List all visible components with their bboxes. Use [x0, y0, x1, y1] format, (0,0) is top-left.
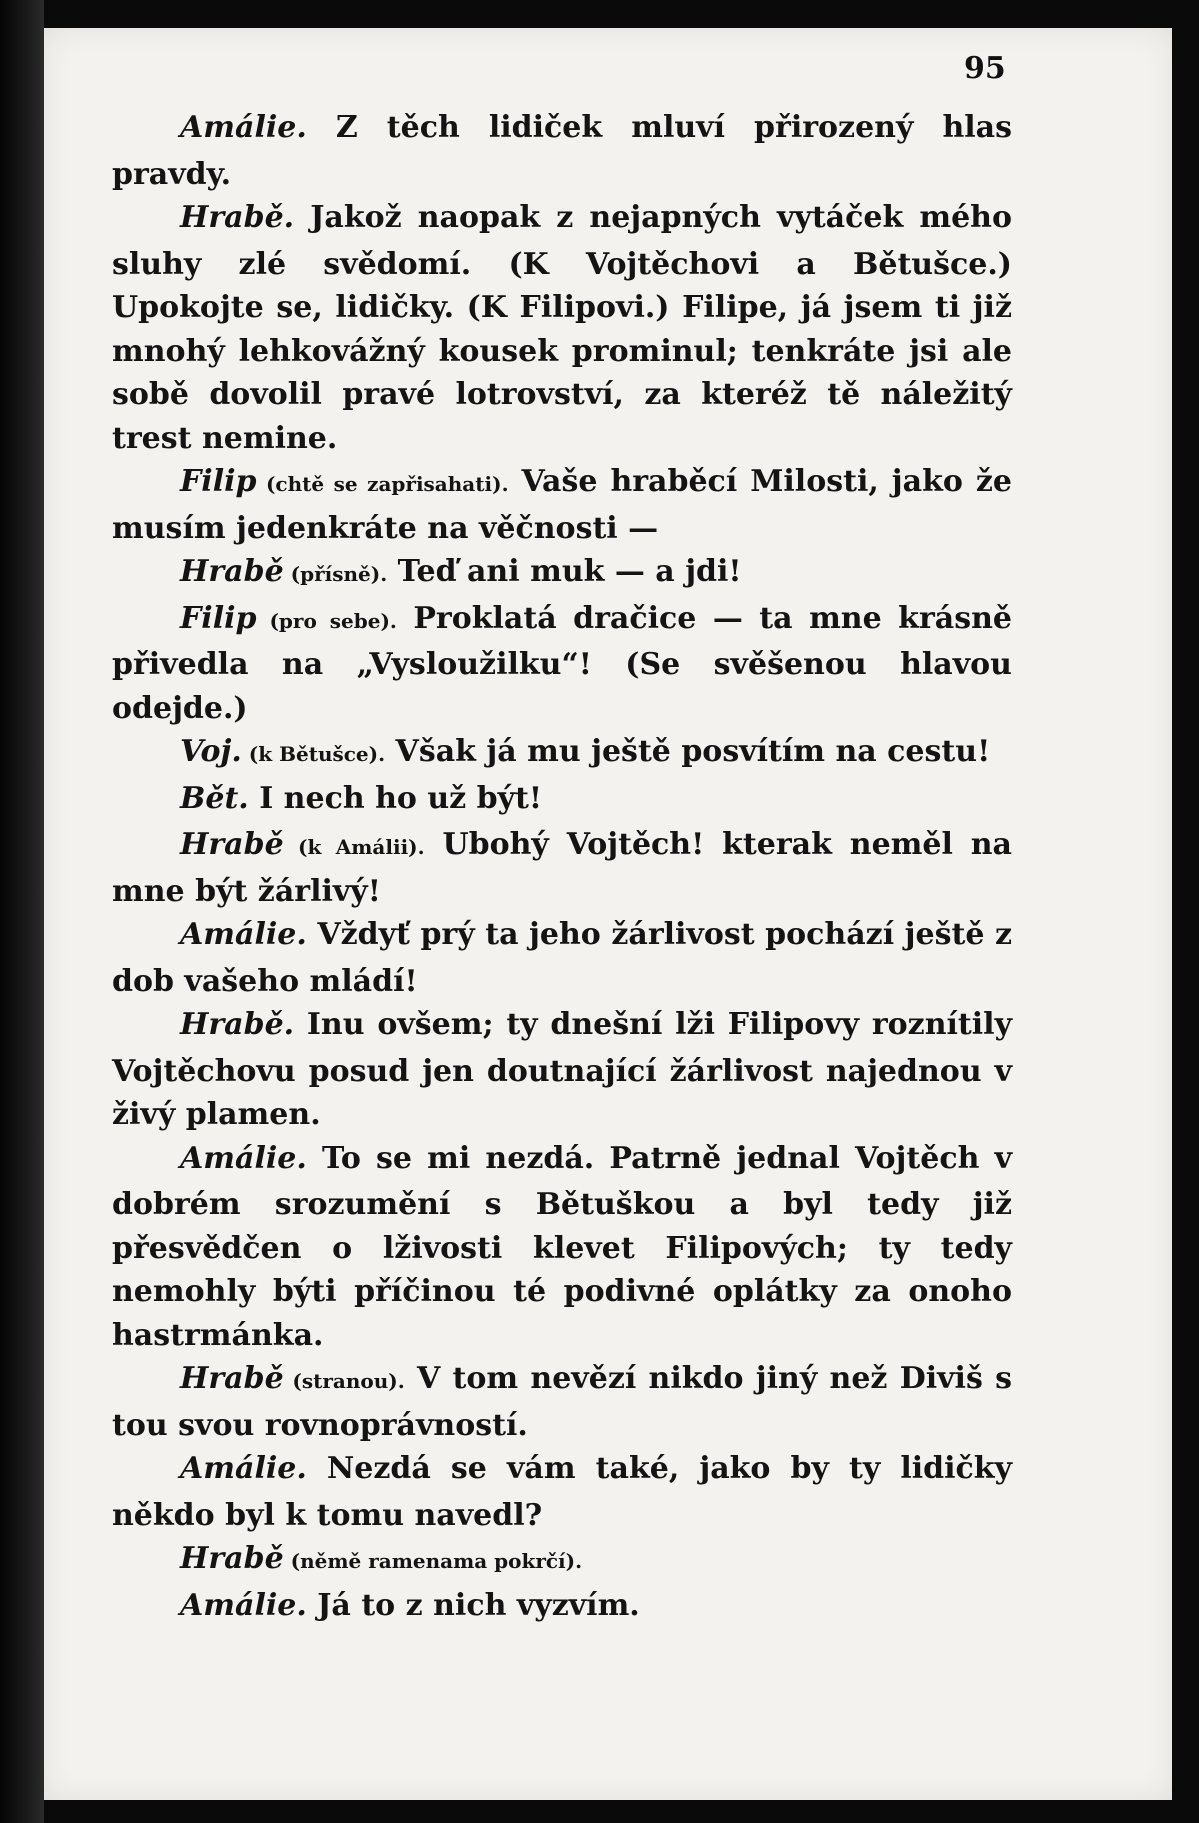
stage-direction: (pro sebe). — [256, 608, 397, 633]
speaker-name: Hrabě — [180, 554, 284, 589]
dialogue-paragraph — [112, 730, 1012, 777]
book-gutter — [0, 0, 44, 1823]
speech-text: Ubohý Vojtěch! kterak neměl na mne být žárlivý! — [112, 827, 1012, 909]
speaker-name: Voj. — [180, 734, 242, 769]
page-number: 95 — [964, 51, 1006, 86]
speech-text: Proklatá dračice — ta mne krásně přivedla na „Vysloužilku“! (Se svěšenou hlavou odejde.) — [112, 600, 1012, 726]
dialogue-paragraph — [112, 777, 1012, 824]
speaker-name: Bět. — [180, 780, 249, 816]
speech-text: Nezdá se vám také, jako by ty lidičky někdo byl k tomu navedl? — [112, 1451, 1012, 1533]
dialogue-paragraph — [112, 550, 1012, 597]
speaker-name: Filip — [180, 464, 257, 499]
speech-text: To se mi nezdá. Patrně jednal Vojtěch v dobrém srozumění s Bětuškou a byl tedy již přesvědčen o lživosti klevet Filipových; ty tedy nemohly býti příčinou té podivné oplátky za onoho hastrmánka. — [112, 1140, 1012, 1353]
page-body — [112, 106, 1012, 1630]
speech-text: Inu ovšem; ty dnešní lži Filipovy roznítily Vojtěchovu posud jen doutnající žárlivost najednou v živý plamen. — [112, 1007, 1012, 1132]
dialogue-paragraph — [112, 823, 1012, 913]
dialogue-paragraph — [112, 1003, 1012, 1137]
speech-text: Z těch lidiček mluví přirozený hlas pravdy. — [112, 110, 1012, 192]
dialogue-paragraph — [112, 1584, 1012, 1631]
speech-text: V tom nevězí nikdo jiný než Diviš s tou svou rovnoprávností. — [112, 1361, 1012, 1443]
stage-direction: (němě ramenama pokrčí). — [283, 1549, 583, 1573]
dialogue-paragraph — [112, 1137, 1012, 1358]
speech-text: Vždyť prý ta jeho žárlivost pochází ještě z dob vašeho mládí! — [112, 917, 1012, 999]
stage-direction: (k Amálii). — [283, 835, 425, 859]
speaker-name: Amálie. — [180, 1451, 307, 1486]
dialogue-paragraph — [112, 1447, 1012, 1537]
dialogue-paragraph — [112, 106, 1012, 196]
speaker-name: Amálie. — [180, 917, 307, 952]
dialogue-paragraph — [112, 597, 1012, 731]
speech-text: I nech ho už být! — [248, 780, 543, 816]
speaker-name: Hrabě. — [180, 1007, 295, 1042]
stage-direction: (stranou). — [283, 1369, 405, 1393]
speaker-name: Hrabě — [180, 827, 284, 862]
speech-text: Já to z nich vyzvím. — [306, 1587, 640, 1623]
speaker-name: Filip — [180, 600, 257, 636]
speaker-name: Amálie. — [180, 110, 307, 145]
speech-text: Teď ani muk — a jdi! — [387, 554, 742, 589]
stage-direction: (chtě se zapřisahati). — [256, 472, 509, 496]
stage-direction: (přísně). — [283, 562, 388, 586]
dialogue-paragraph — [112, 913, 1012, 1003]
stage-direction: (k Bětušce). — [241, 742, 386, 766]
speaker-name: Hrabě — [180, 1541, 284, 1576]
speech-text: Vaše hraběcí Milosti, jako že musím jedenkráte na věčnosti — — [112, 464, 1012, 546]
dialogue-paragraph — [112, 1537, 1012, 1584]
dialogue-paragraph — [112, 460, 1012, 550]
speech-text: Však já mu ještě posvítím na cestu! — [385, 734, 991, 769]
speaker-name: Amálie. — [180, 1140, 307, 1176]
speaker-name: Hrabě. — [180, 200, 295, 235]
dialogue-paragraph — [112, 1357, 1012, 1447]
speaker-name: Amálie. — [180, 1587, 307, 1623]
speaker-name: Hrabě — [180, 1361, 284, 1396]
speech-text: Jakož naopak z nejapných vytáček mého sluhy zlé svědomí. (K Vojtěchovi a Bětušce.) Upokojte se, lidičky. (K Filipovi.) Filipe, já jsem ti již mnohý lehkovážný kousek prominul; tenkráte jsi ale sobě dovolil pravé lotrovství, za kteréž tě náležitý trest nemine. — [112, 200, 1012, 456]
dialogue-paragraph — [112, 196, 1012, 460]
